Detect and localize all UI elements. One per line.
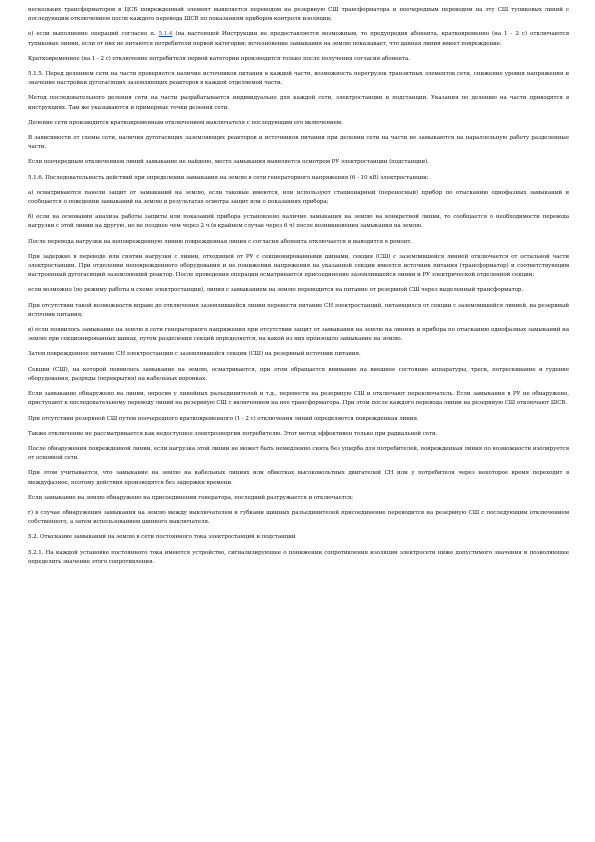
paragraph: В зависимости от схемы сети, наличия дугогасящих заземляющих реакторов и источников питания при делении сети на части не замыкаются на параллельную работу разделенные части. xyxy=(28,135,569,151)
section-heading: 5.2. Отыскание замыканий на землю в сети постоянного тока электростанций и подстанций xyxy=(28,534,296,541)
paragraph: г) в случае обнаружения замыкания на землю между выключателем и губками шинных разъединителей присоединение переводится на резервную СШ с последующим отключением собственного, а затем использованием шинного выключателя. xyxy=(28,509,569,526)
paragraph-part: е) если выполнение операций согласно п. xyxy=(28,31,159,38)
paragraph: б) если на основании анализа работы защиты или показаний прибора установлено наличие замыкания на землю на конкретной линии, то сообщается о необходимости перевода нагрузки с этой линии на другую, но не позднее чем через 2 ч (в крайнем случае через 6 ч) после возникновения замыкания на землю. xyxy=(28,214,569,230)
paragraph: Метод последовательного деления сети на части разрабатывается индивидуально для каждой сети, электростанции и подстанции. Указания по делению на части приводятся в инструкциях. Там же указываются и примерные точки деления сети. xyxy=(28,95,569,111)
paragraph: Также отключение не рассматривается как недоступное электроэнергии потребителю. Этот метод эффективен только при радиальной сети. xyxy=(28,430,438,437)
paragraph: а) осматриваются панели защит от замыканий на землю, если таковые имеются, или используют стационарный (переносный) прибор по отысканию однофазных замыканий и сообщается о поведении замыканий на землю и результатах осмотра защит или о показаниях прибора; xyxy=(28,189,569,206)
paragraph: Если замыкание на землю обнаружено на присоединении генератора, последний разгружается и отключается; xyxy=(28,494,353,501)
section-link[interactable]: 5.1.4 xyxy=(158,31,173,38)
paragraph: После обнаружения поврежденной линии, если нагрузка этой линии не может быть немедленно снята без ущерба для потребителей, поврежденная линия по возможности изолируется от основной сети. xyxy=(28,445,569,462)
paragraph: в) если появилось замыкание на землю в сети генераторного напряжения при отсутствии защит от замыкания на землю на линиях и прибора по отысканию однофазных замыканий на землю при секционированных шинах, путем разделения секций определяется, на какой из них произошло замыкание на землю. xyxy=(28,327,569,343)
paragraph: При отсутствии такой возможности вправе до отключения заземлившейся линии перевести питание СН электростанций, питающихся от секции с заземлившейся линией, на резервный источник питания; xyxy=(28,302,569,318)
paragraph: Деление сети производится кратковременным отключением выключателя с последующим его включением. xyxy=(28,119,343,126)
paragraph: Если поочередным отключением линий замыкание не найдено, место замыкания выявляется осмотром РУ электростанции (подстанции). xyxy=(28,159,429,166)
paragraph: При задержке в переводе или снятии нагрузки с линии, отходящей от РУ с секционированными шинами, секция (СШ) с заземлившейся линией отключается от остальной части электростанции. При отделении неповрежденного оборудования и не понижении напряжения на указанной секции имеется источник питания (трансформатор) и соответствующим настроенный дугогасящий заземляющий реактор. После проведения операции осматривается присоединение заземлившейся линии и РУ электрической отделенной секции; xyxy=(28,253,569,279)
paragraph-part: (на настоящей Инструкции не предоставляется возможным, то предупредив абонента, кратковременно (на 1 - 2 с) отключаются тупиковые линии, если от них не питаются потребители первой категории; исчезновение замыкания на землю показывает, что данная линия имеет повреждение. xyxy=(28,31,569,47)
paragraph: Если замыкание обнаружено на линии, опросив у линейных разъединителей и т.д., перевести на резервную СШ и отключают переключатель. Если замыкания в РУ не обнаружено, приступают к последовательному переводу линий на резервную СШ с включением на нее трансформатора. При этом после каждого перевода линии на резервную СШ отключают ШСВ. xyxy=(28,391,569,407)
section-heading: 5.1.6. Последовательность действий при определении замыкания на землю в сети генераторного напряжения (6 - 10 кВ) электростанции: xyxy=(28,174,429,181)
paragraph: При этом учитывается, что замыкание на землю на кабельных линиях или обмотках высоковольтных двигателей СН или у потребителя через некоторое время переходит в междуфазное, поэтому действия производятся без задержки времени. xyxy=(28,470,569,486)
paragraph: При отсутствии резервной СШ путем поочередного кратковременного (1 - 2 с) отключения линий определяется поврежденная линия. xyxy=(28,415,419,422)
paragraph: Кратковременное (на 1 - 2 с) отключение потребителя первой категории производится только после получения согласия абонента. xyxy=(28,55,410,62)
section-heading: 5.2.1. На каждой установке постоянного тока имеются устройство, сигнализирующее о понижении сопротивления изоляции электросети ниже допустимого значения и позволяющее определить значение этого сопротивления. xyxy=(28,549,569,565)
paragraph: если возможно (по режиму работы и схеме электростанции), линия с замыканием на землю переводится на питание от резервной СШ через выделенный трансформатор. xyxy=(28,287,524,294)
section-heading: 5.1.5. Перед делением сети на части проверяется наличие источников питания в каждой части, возможность перегрузок транзитных элементов сети, снижение уровня напряжения и значение настройки дугогасящих заземляющих реакторов в каждой отделяемой части. xyxy=(28,71,569,87)
paragraph: Секции (СШ), на которой появилось замыкание на землю, осматривается, при этом обращается внимание на внешнее состояние аппаратуры, треск, потрескивание и гудение оборудования, разряды (перекрытия) на кабельных воронках. xyxy=(28,366,569,382)
paragraph: После перевода нагрузки на неповрежденную линию поврежденная линия с согласия абонента отключается и выводится в ремонт. xyxy=(28,238,412,245)
paragraph xyxy=(28,30,569,48)
paragraph: Затем поврежденное питание СН электростанции с заземлившейся секции (СШ) на резервный источник питания. xyxy=(28,351,361,358)
paragraph: нескольких трансформаторов в ЦСБ поврежденный элемент выявляется переводом на резервную СШ трансформатора и поочередным переводом на эту СШ тупиковых линий с последующим отключением после каждого перевода ШСВ по показаниям приборов контроля изоляции; xyxy=(28,7,569,23)
